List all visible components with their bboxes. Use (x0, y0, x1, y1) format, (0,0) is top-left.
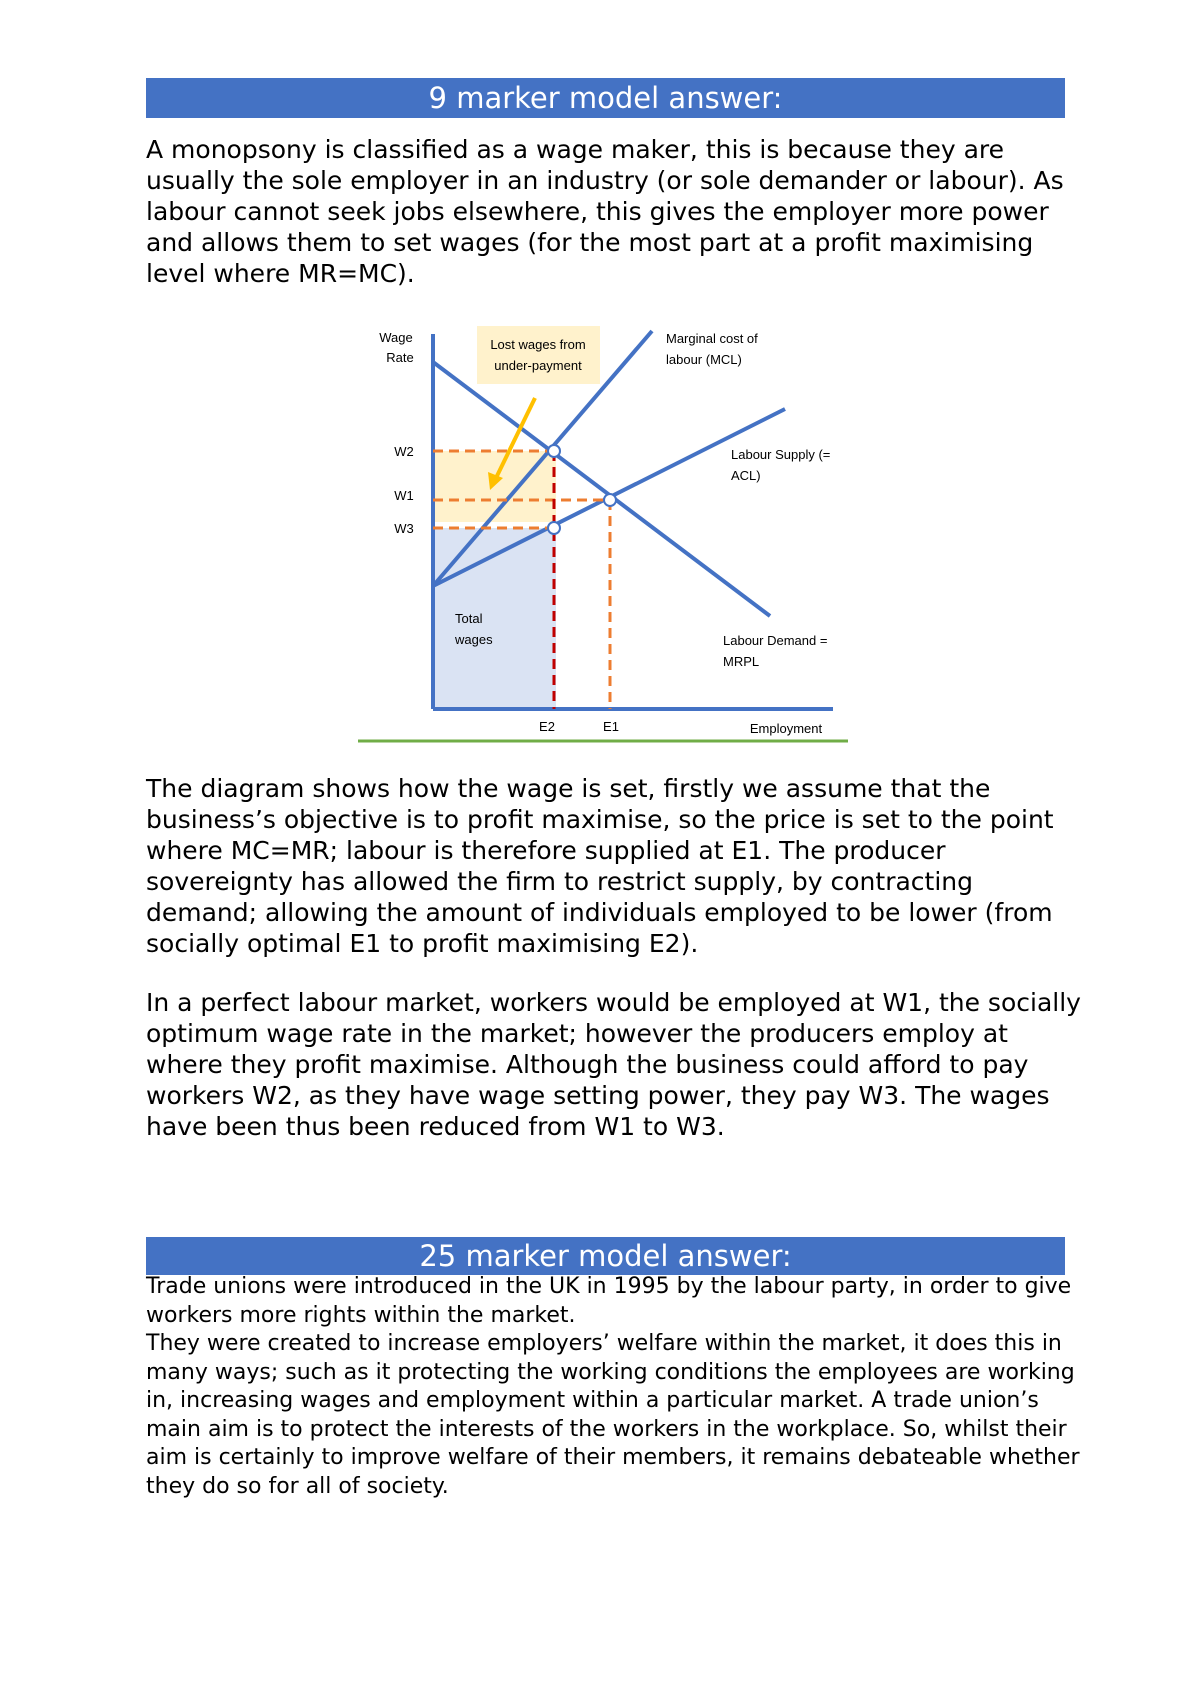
total-wages-label-line2: wages (455, 632, 493, 647)
trade-unions-paragraph-2: They were created to increase employers’ welfare within the market, it does this in many ways; such as it protecting the working conditions the employees are working in, increasing wages and employment within a particular market. A trade union’s main aim is to protect the interests of the workers in the workplace. So, whilst their aim is certainly to improve welfare of their members, it remains debateable whether they do so for all of society. (146, 1331, 1080, 1499)
lost-wages-label-line2: under-payment (494, 358, 582, 373)
y-tick-w3: W3 (394, 521, 414, 536)
point-w1 (604, 494, 616, 506)
trade-unions-paragraph-1: Trade unions were introduced in the UK in 1995 by the labour party, in order to give workers more rights within the market. (146, 1274, 1072, 1328)
total-wages-label-line1: Total (455, 611, 483, 626)
y-axis-label-line1: Wage (379, 330, 413, 345)
lost-wages-label-box (477, 326, 600, 384)
section-title-25-marker: 25 marker model answer: (146, 1237, 1065, 1275)
lost-wages-label-line1: Lost wages from (490, 337, 586, 352)
supply-label-line1: Labour Supply (= (731, 447, 831, 462)
y-axis-label-line2: Rate (386, 350, 414, 365)
diagram-explanation (146, 773, 1081, 959)
diagram-paragraph: The diagram shows how the wage is set, firstly we assume that the business’s objective is to profit maximise, so the price is set to the point where MC=MR; labour is therefore supplied at E1. The producer sovereignty has allowed the firm to restrict supply, by contracting demand; allowing the amount of individuals employed to be lower (from socially optimal E1 to profit maximising E2). (146, 774, 1054, 958)
demand-label-line1: Labour Demand = (723, 633, 828, 648)
y-tick-w2: W2 (394, 444, 414, 459)
monopsony-paragraph: A monopsony is classified as a wage maker, this is because they are usually the sole employer in an industry (or sole demander or labour). As labour cannot seek jobs elsewhere, this gives the employer more power and allows them to set wages (for the most part at a profit maximising level where MR=MC). (146, 135, 1064, 288)
x-axis-label: Employment (749, 721, 823, 736)
mcl-label-line2: labour (MCL) (666, 352, 742, 367)
section-title-9-marker: 9 marker model answer: (146, 78, 1065, 118)
trade-unions-text (146, 1273, 1081, 1501)
x-tick-e1: E1 (603, 719, 619, 734)
y-tick-w1: W1 (394, 488, 414, 503)
x-tick-e2: E2 (539, 719, 555, 734)
perfect-market-explanation (146, 987, 1081, 1142)
perfect-market-paragraph: In a perfect labour market, workers would be employed at W1, the socially optimum wage rate in the market; however the producers employ at where they profit maximise. Although the business could afford to pay workers W2, as they have wage setting power, they pay W3. The wages have been thus been reduced from W1 to W3. (146, 988, 1081, 1141)
monopsony-diagram (355, 320, 855, 750)
supply-label-line2: ACL) (731, 468, 761, 483)
demand-label-line2: MRPL (723, 654, 760, 669)
intro-paragraph (146, 134, 1081, 289)
point-w3 (548, 522, 560, 534)
point-w2 (548, 445, 560, 457)
mcl-label-line1: Marginal cost of (666, 331, 758, 346)
